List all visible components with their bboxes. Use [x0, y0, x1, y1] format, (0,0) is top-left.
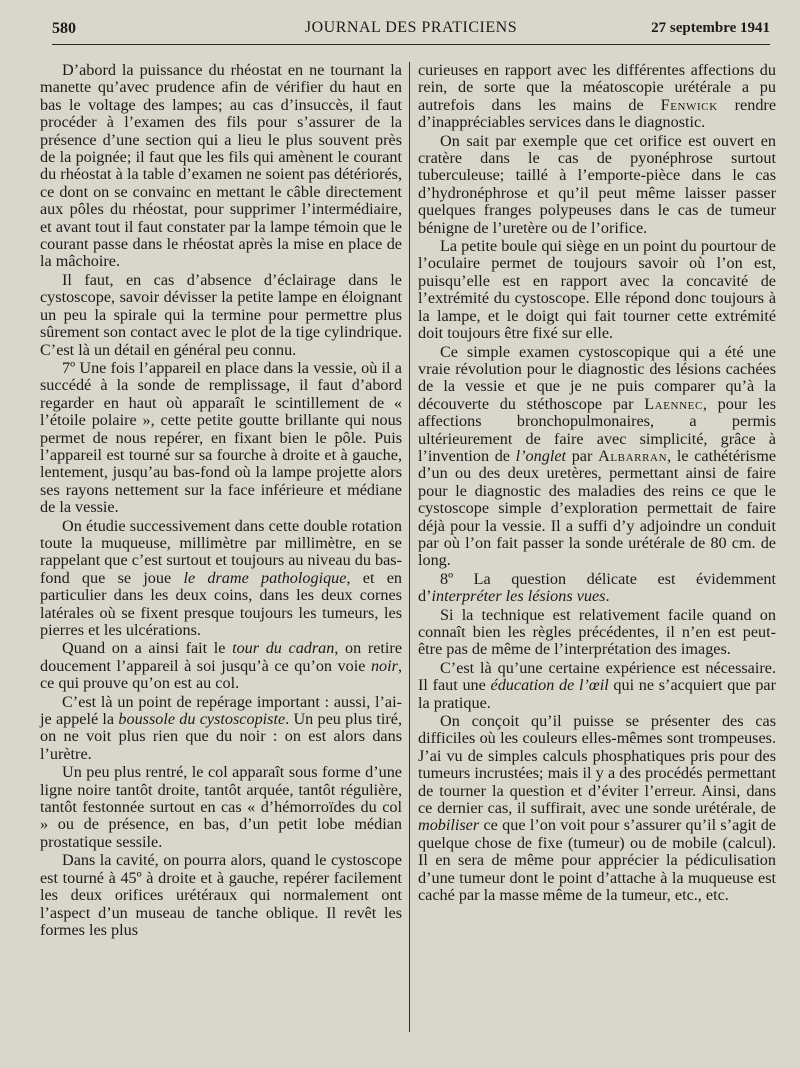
text-run: C’est là un point de repérage important : aussi, l’ai-je appelé la — [40, 692, 402, 729]
paragraph — [40, 518, 402, 640]
paragraph — [418, 62, 776, 132]
paragraph — [418, 133, 776, 237]
paragraph — [418, 344, 776, 570]
paragraph — [40, 694, 402, 764]
right-column — [418, 62, 776, 1036]
paragraph — [418, 660, 776, 712]
left-column — [40, 62, 402, 1036]
text-run: , on retire doucement l’appareil à soi jusqu’à ce qu’on voie — [40, 639, 402, 675]
text-run: Un peu plus rentré, le col apparaît sous forme d’une ligne noire tantôt droite, tantôt arquée, tantôt régulière, tantôt festonnée surtout en cas « d’hémorroïdes du col » ou de présence, en bas, d’un petit lobe médian prostatique sessile. — [40, 763, 402, 851]
text-run: . — [605, 587, 610, 606]
emphasis: le drame pathologique — [183, 568, 347, 587]
paragraph — [418, 238, 776, 342]
text-run: Ce simple examen cystoscopique qui a été une vraie révolution pour le diagnostic des lésions cachées de la vessie et que je ne puis comparer qu’à la découverte du stéthoscope par — [418, 342, 776, 413]
text-run: . Un peu plus tiré, on ne voit plus rien que du noir : on est alors dans l’urètre. — [40, 710, 402, 763]
paragraph — [40, 852, 402, 939]
emphasis: interpréter les lésions vues — [431, 587, 606, 606]
text-run: curieuses en rapport avec les différentes affections du rein, de sorte que la méatoscopie urétérale a pu autrefois dans les mains de — [418, 61, 776, 114]
author-name: Albarran — [598, 446, 668, 465]
text-run: rendre d’inappréciables services dans le diagnostic. — [418, 95, 777, 132]
author-name: Fenwick — [660, 95, 718, 114]
column-divider — [409, 62, 410, 1032]
paragraph — [40, 62, 402, 271]
paragraph — [40, 640, 402, 692]
text-run: par — [566, 446, 599, 465]
text-run: , le cathétérisme d’un ou des deux uretères, permettant ainsi de faire pour le diagnostic des maladies des reins ce que le cystoscope simple d’exploration permettait de faire déjà pour la vessie. Il a suffi d’y adjoindre un conduit par où l’on fait passer la sonde urétérale de 80 cm. de long. — [418, 446, 776, 570]
journal-title: JOURNAL DES PRATICIENS — [304, 19, 518, 36]
text-run: On conçoit qu’il puisse se présenter des cas difficiles où les couleurs elles-mêmes sont trompeuses. J’ai vu de simples calculs phosphatiques pris pour des tumeurs incrustées; mais il y a des procédés permettant de tourner la question et d’éviter l’erreur. Ainsi, dans ce dernier cas, il suffirait, avec une sonde urétérale, de — [418, 712, 776, 818]
issue-date: 27 septembre 1941 — [651, 20, 770, 36]
emphasis: mobiliser — [418, 816, 480, 835]
text-run: Il faut, en cas d’absence d’éclairage dans le cystoscope, savoir dévisser la petite lampe en éloignant un peu la spirale qui la termine pour permettre plus sûrement son contact avec le plot de la tige cylindrique. C’est là un détail en général peu connu. — [40, 270, 402, 359]
emphasis: boussole du cystoscopiste — [118, 710, 286, 729]
text-run: C’est là qu’une certaine expérience est nécessaire. Il faut une — [418, 658, 776, 695]
text-run: Si la technique est relativement facile quand on connaît bien les règles précédentes, il n’en est peut-être pas de même de l’interprétation des images. — [418, 605, 776, 659]
paragraph — [418, 713, 776, 904]
author-name: Laennec — [644, 394, 703, 413]
page-header — [52, 18, 770, 45]
page-number: 580 — [52, 20, 76, 37]
paragraph — [40, 272, 402, 359]
emphasis: noir — [370, 656, 398, 675]
text-run: , et en particulier dans les deux coins, dans les deux cornes latérales où se fixent presque toujours les tumeurs, les pierres et les ulcérations. — [40, 568, 402, 639]
text-run: On sait par exemple que cet orifice est ouvert en cratère dans le cas de pyonéphrose surtout tuberculeuse; taillé à l’emporte-pièce dans le cas d’hydronéphrose et qu’il peut même laisser passer quelques franges polypeuses dans le cas de tumeur bénigne de l’uretère ou de l’orifice. — [418, 131, 776, 237]
text-run: La petite boule qui siège en un point du pourtour de l’oculaire permet de toujours savoir où l’on est, puisqu’elle est en rapport avec la concavité de l’extrémité du cystoscope. Elle répond donc toujours à la lampe, et le doigt qui fait tourner cette extrémité doit toujours être fixé sur elle. — [418, 237, 776, 343]
text-run: Quand on a ainsi fait le — [62, 639, 233, 658]
emphasis: l’onglet — [515, 446, 567, 465]
emphasis: tour du cadran — [232, 639, 335, 658]
paragraph — [40, 764, 402, 851]
text-run: On étudie successivement dans cette double rotation toute la muqueuse, millimètre par millimètre, en se rappelant que c’est surtout et toujours au niveau du bas-fond que se joue — [40, 516, 402, 587]
emphasis: éducation de l’œil — [490, 676, 609, 695]
paragraph — [418, 571, 776, 606]
text-run: qui ne s’acquiert que par la pratique. — [418, 676, 776, 712]
paragraph — [40, 360, 402, 517]
text-run: , ce qui prouve qu’on est au col. — [40, 656, 402, 693]
text-run: 8º La question délicate est évidemment d’ — [418, 569, 776, 606]
text-run: D’abord la puissance du rhéostat en ne tournant la manette qu’avec prudence afin de vérifier du haut en bas le voltage des lampes; au cas d’insuccès, il faut procéder à l’examen des fils pour s’assurer de la présence d’une section qui a lieu le plus souvent près de la poignée; il faut que les fils qui amènent le courant du rhéostat à la table d’examen ne soient pas détériorés, ce dont on se convainc en mettant le câble directement aux pôles du rhéostat, pour supprimer l’intermédiaire, et avant tout il faut constater par la lampe témoin que le courant passe dans le rhéostat après la mise en place de la mâchoire. — [40, 61, 402, 271]
text-run: , pour les affections bronchopulmonaires, a permis ultérieurement de faire avec simplicité, grâce à l’invention de — [418, 394, 776, 465]
text-run: Dans la cavité, on pourra alors, quand le cystoscope est tourné à 45º à droite et à gauche, repérer facilement les deux orifices urétéraux qui normalement ont l’aspect d’un museau de tanche oblique. Il revêt les formes les plus — [40, 851, 402, 939]
paragraph — [418, 607, 776, 659]
text-run: ce que l’on voit pour s’assurer qu’il s’agit de quelque chose de fixe (tumeur) ou de mobile (calcul). Il en sera de même pour apprécier la pédiculisation d’une tumeur dont le point d’attache à la muqueuse est caché par la masse même de la tumeur, etc., etc. — [418, 816, 776, 905]
text-run: 7º Une fois l’appareil en place dans la vessie, où il a succédé à la sonde de remplissage, il faut d’abord regarder en haut où apparaît le scintillement de « l’étoile polaire », cette petite goutte brillante qui nous permet de nous repérer, en fixant bien le pôle. Puis l’appareil est tourné sur sa fourche à droite et à gauche, lentement, jusqu’au bas-fond où la lampe projette alors ses rayons nettement sur la face inférieure et médiane de la vessie. — [40, 358, 402, 517]
